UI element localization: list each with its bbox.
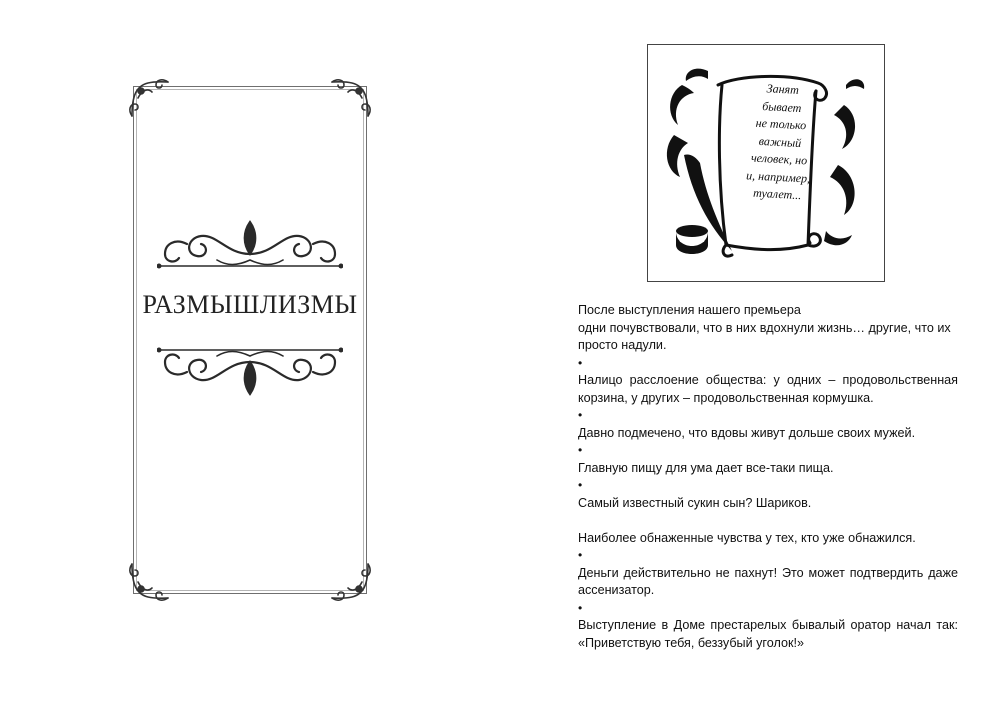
scroll-line: важный <box>758 133 802 150</box>
scroll-line: и, например, <box>745 167 811 186</box>
blank-separator <box>578 512 958 530</box>
aphorism-entry: Наиболее обнаженные чувства у тех, кто уже обнажился. <box>578 530 916 545</box>
aphorism-entry: После выступления нашего премьера одни почувствовали, что в них вдохнули жизнь… другие, что их просто надули. <box>578 303 951 352</box>
aphorism-entry: Налицо расслоение общества: у одних – продовольственная корзина, у других – продовольственная кормушка. <box>578 373 958 405</box>
flourish-bottom-icon <box>157 342 343 402</box>
scroll-line: Занят <box>766 81 800 97</box>
corner-ornament-icon <box>126 558 172 604</box>
scroll-picture <box>647 44 885 282</box>
corner-ornament-icon <box>328 558 374 604</box>
scroll-quote <box>727 78 833 206</box>
bullet-separator: • <box>578 478 583 492</box>
bullet-separator: • <box>578 548 583 562</box>
aphorism-entry: Давно подмечено, что вдовы живут дольше своих мужей. <box>578 425 916 440</box>
cover-title: РАЗМЫШЛИЗМЫ <box>142 290 358 319</box>
corner-ornament-icon <box>126 76 172 122</box>
bullet-separator: • <box>578 600 583 615</box>
scroll-line: туалет... <box>752 185 802 203</box>
aphorism-list <box>578 302 958 652</box>
aphorism-entry: Выступление в Доме престарелых бывалый оратор начал так: «Приветствую тебя, беззубый уголок!» <box>578 618 958 650</box>
bullet-separator: • <box>578 408 583 422</box>
aphorism-entry: Главную пищу для ума дает все-таки пища. <box>578 460 834 475</box>
cover-frame <box>130 80 370 600</box>
aphorism-entry: Самый известный сукин сын? Шариков. <box>578 495 812 510</box>
aphorism-entry: Деньги действительно не пахнут! Это может подтвердить даже ассенизатор. <box>578 565 958 597</box>
scroll-line: не только <box>755 115 807 133</box>
flourish-top-icon <box>157 214 343 274</box>
frame-inner-border <box>136 89 364 591</box>
bullet-separator: • <box>578 355 583 370</box>
bullet-separator: • <box>578 443 583 457</box>
corner-ornament-icon <box>328 76 374 122</box>
scroll-line: бывает <box>761 98 802 115</box>
scroll-line: человек, но <box>750 150 808 168</box>
